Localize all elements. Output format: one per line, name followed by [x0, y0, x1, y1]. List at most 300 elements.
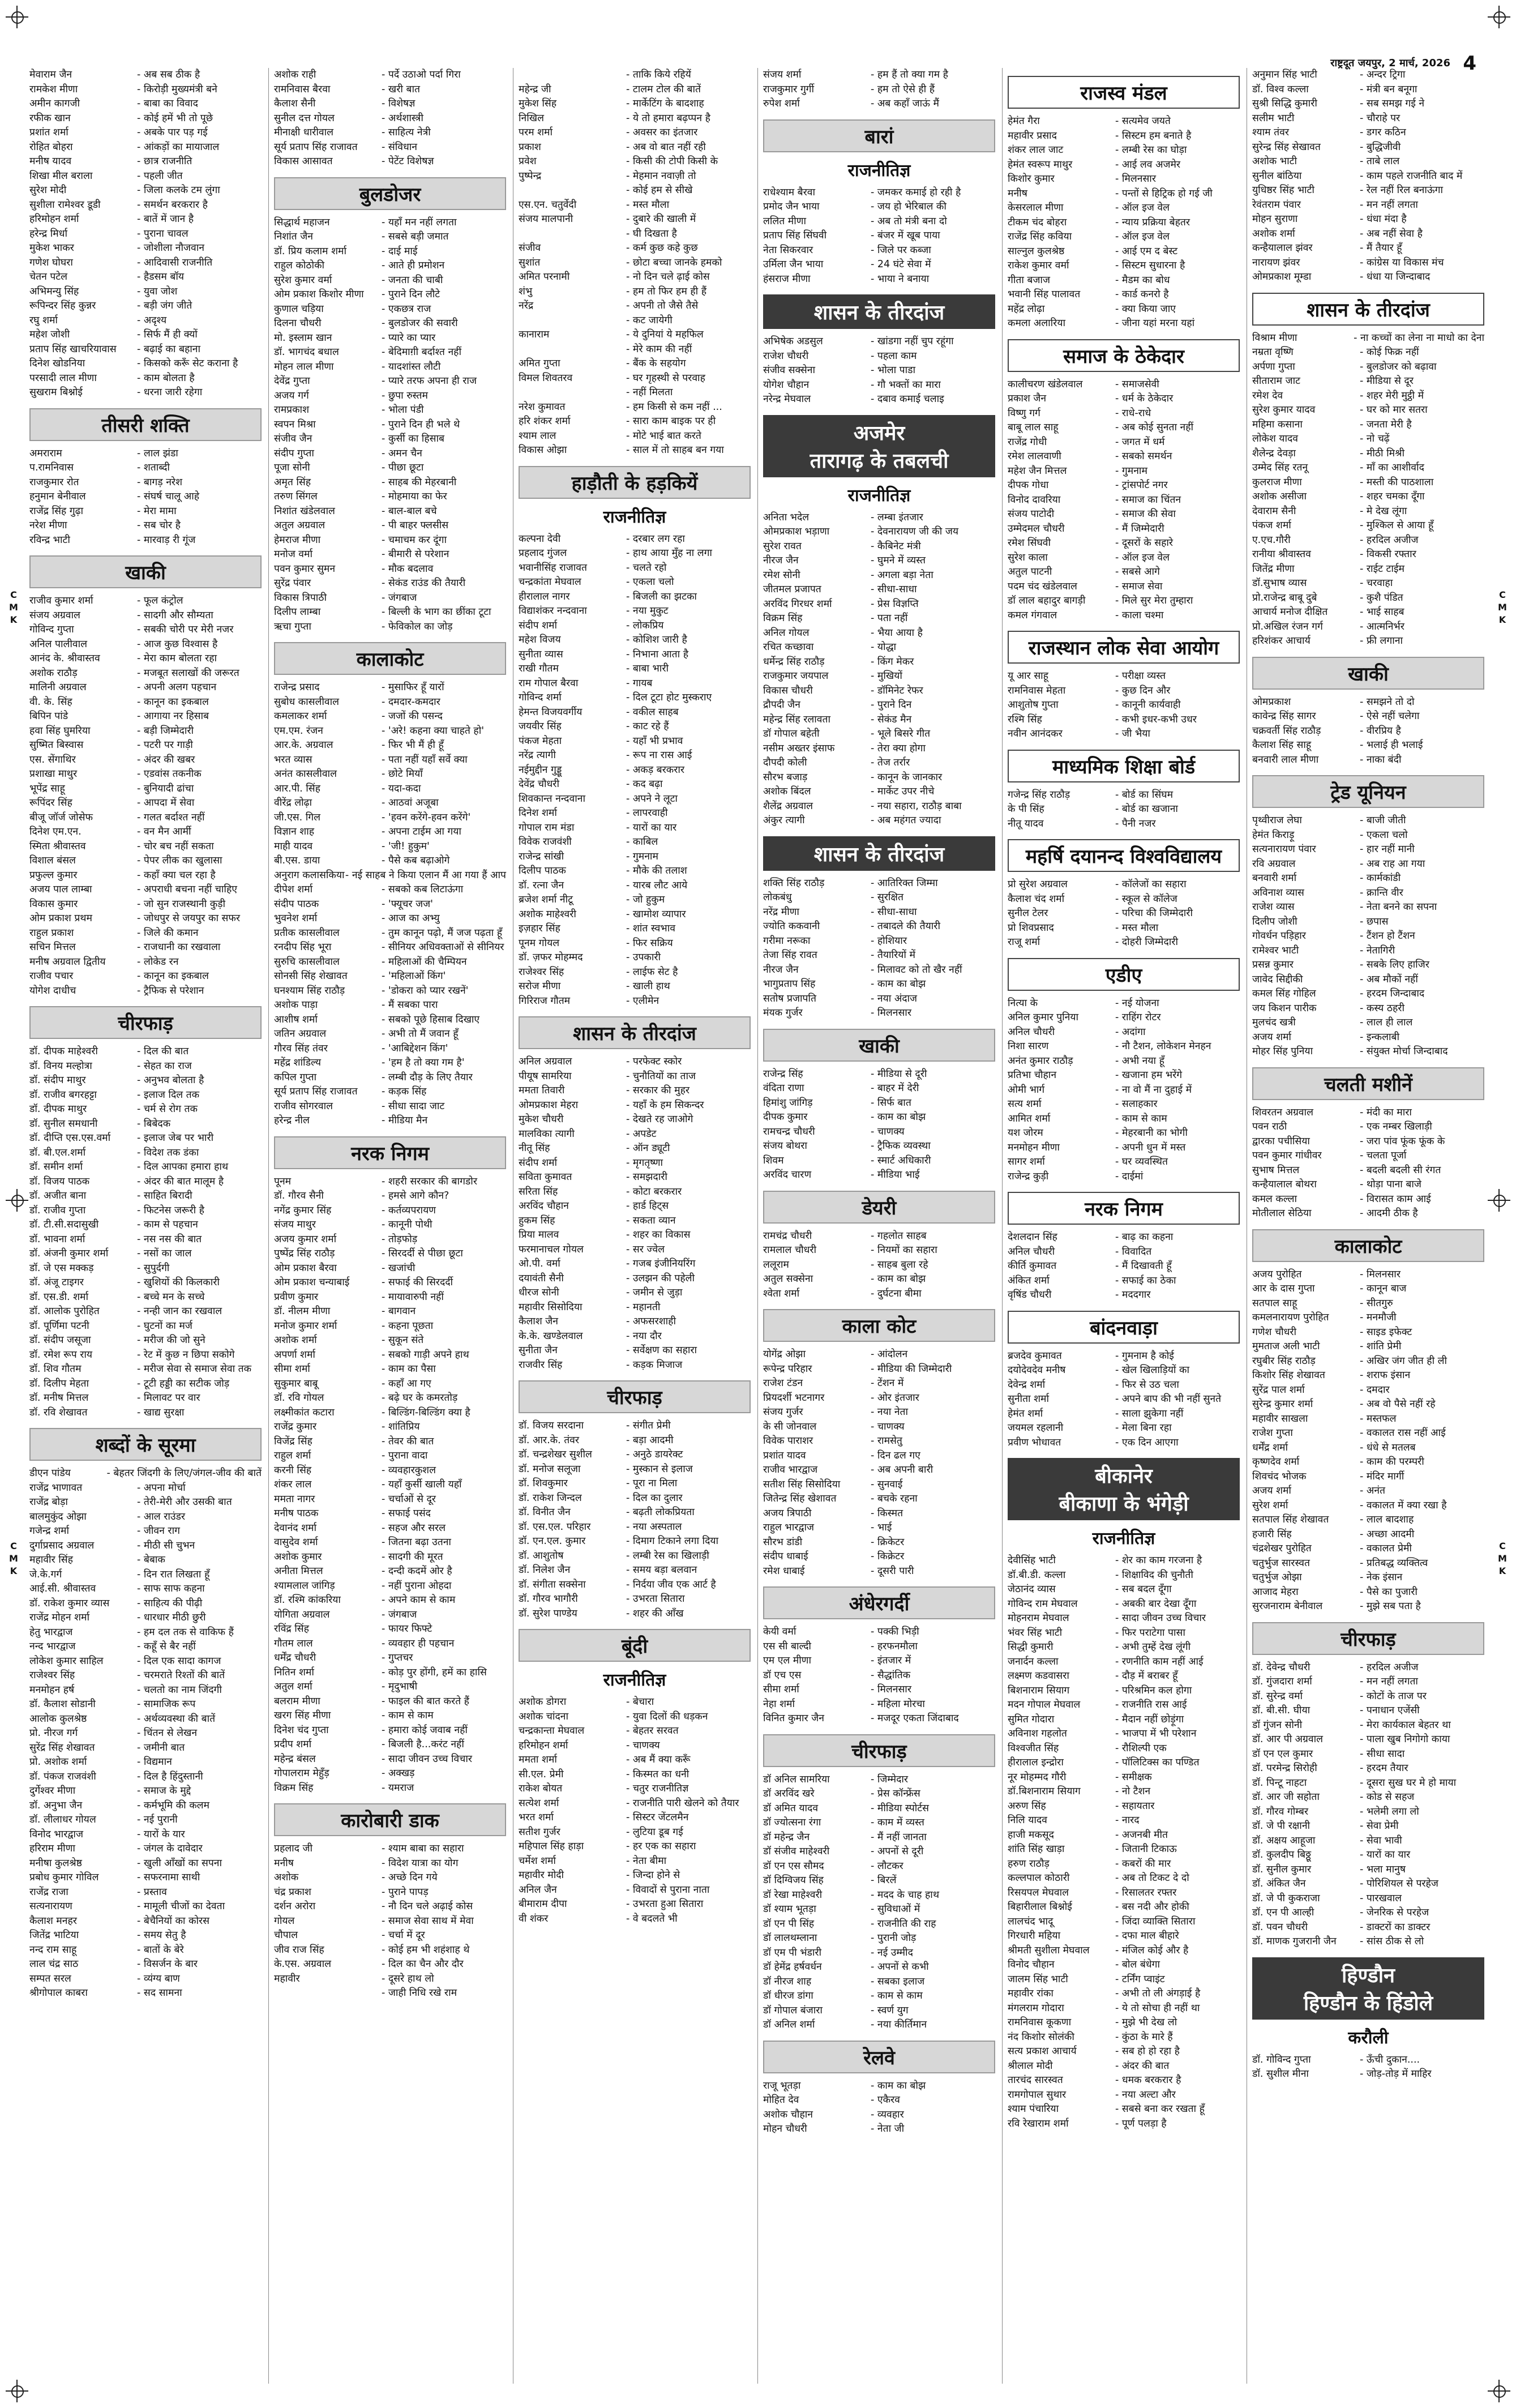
- list-item: [519, 1448, 751, 1462]
- person-name: देवेंद्र चौधरी: [519, 779, 559, 790]
- list-item: [1252, 1556, 1484, 1571]
- person-name: अनुराग कलासकिया: [274, 869, 345, 881]
- person-name: डॉ महेन्द्र जैन: [763, 1831, 810, 1843]
- person-name: प्रशांत यादव: [763, 1449, 806, 1461]
- list-item: [29, 1654, 262, 1669]
- caption: - कानून का इकबाल: [137, 969, 262, 984]
- caption: - नियमों का सहारा: [871, 1243, 995, 1258]
- caption: - लाल बादशाह: [1360, 1513, 1484, 1528]
- list-item: [1252, 1805, 1484, 1820]
- caption: - सैद्धांतिक: [871, 1669, 995, 1683]
- caption: - गलत बर्दाश्त नहीं: [137, 811, 262, 826]
- caption: - विशेषज्ञ: [382, 97, 506, 112]
- caption: - यदा-कदा: [382, 782, 506, 797]
- caption: - मनमौजी: [1360, 1311, 1484, 1325]
- list-item: [763, 891, 995, 905]
- caption: - जीवन राग: [137, 1524, 262, 1539]
- person-name: महिमा कसाना: [1252, 418, 1303, 430]
- list-item: [29, 1233, 262, 1247]
- person-name: मोहर सिंह पुनिया: [1252, 1046, 1313, 1057]
- caption: - नो टैशन: [1115, 1785, 1240, 1799]
- person-name: मुमताज अली भाटी: [1252, 1341, 1320, 1352]
- caption: - लाईफ सेट है: [626, 965, 751, 980]
- list-item: [29, 1204, 262, 1218]
- list-item: [1008, 245, 1240, 259]
- caption: - खजांची: [382, 1261, 506, 1276]
- caption: - पॉलिटिक्स का पण्डित: [1115, 1756, 1240, 1770]
- caption: - अब राह आ गया: [1360, 857, 1484, 872]
- caption: - मदद के चाह हाथ: [871, 1888, 995, 1903]
- person-name: निशांत खंडेलवाल: [274, 505, 335, 517]
- caption: - पूरा ना मिला: [626, 1477, 751, 1491]
- person-name: गोपालराम मेहुँड़: [274, 1768, 329, 1779]
- caption: - कांग्रेस या विकास मंच: [1360, 256, 1484, 271]
- person-name: शिखा मील बराला: [29, 170, 93, 182]
- list-item: [519, 1912, 751, 1927]
- person-name: अजय शर्मा: [1252, 1485, 1291, 1496]
- caption: - बड़ी जंग जीते: [137, 299, 262, 314]
- person-name: पवन कुमार गांधीवर: [1252, 1150, 1322, 1161]
- caption: - कोई फिक्र नहीं: [1360, 345, 1484, 360]
- caption: - हैडसम बॉय: [137, 270, 262, 285]
- list-item: [1252, 1790, 1484, 1805]
- list-item: [1008, 1684, 1240, 1699]
- caption: - जमीनी बात: [137, 1741, 262, 1756]
- caption: - सब चोर है: [137, 519, 262, 533]
- caption: - बैंक के सहयोग: [626, 357, 751, 371]
- list-item: [763, 698, 995, 713]
- caption: - काम से काम: [871, 1989, 995, 2004]
- list-item: [29, 1510, 262, 1525]
- person-name: विष्णु गर्ग: [1008, 407, 1040, 419]
- person-name: भरत शर्मा: [519, 1812, 554, 1823]
- list-item: [274, 1680, 506, 1695]
- list-item: [1008, 1669, 1240, 1684]
- person-name: नरेश मीणा: [29, 520, 67, 531]
- caption: - लम्बी दौड़ के लिए तैयार: [382, 1071, 506, 1085]
- section-header: खाकी: [1252, 657, 1484, 690]
- person-name: नन्द भारद्वाज: [29, 1641, 76, 1652]
- person-name: रानीया श्रीवास्तव: [1252, 549, 1311, 560]
- person-name: मोहन सुराणा: [1252, 213, 1298, 225]
- person-name: डॉ. रवि शेखावत: [29, 1406, 88, 1418]
- person-name: मुलचंद खत्री: [1252, 1017, 1296, 1028]
- list-item: [1008, 1611, 1240, 1626]
- person-name: डॉ. सुनील समधानी: [29, 1118, 98, 1130]
- caption: - अब कहाँ जाऊं मैं: [871, 97, 995, 112]
- caption: - कानून का इकबाल: [137, 695, 262, 710]
- person-name: निखिल: [519, 112, 544, 124]
- list-item: [763, 1006, 995, 1021]
- caption: - पनाधान एजेंसी: [1360, 1704, 1484, 1718]
- caption: - कस्य ठहरी: [1360, 1002, 1484, 1016]
- caption: - मीडिया की जिम्मेदारी: [871, 1362, 995, 1377]
- list-item: [763, 1640, 995, 1654]
- list-item: [519, 590, 751, 605]
- list-item: [274, 591, 506, 606]
- section-header: काला कोट: [763, 1309, 995, 1342]
- person-name: सुशीला रामेश्वर डूडी: [29, 199, 101, 211]
- list-item: [519, 1854, 751, 1869]
- person-name: रमेश देव: [1252, 390, 1283, 401]
- caption: - घुटनों का मर्ज: [137, 1319, 262, 1334]
- person-name: प्रो सुरेश अग्रवाल: [1008, 879, 1068, 890]
- list-item: [1008, 698, 1240, 713]
- person-name: [519, 386, 626, 400]
- list-item: [763, 83, 995, 97]
- caption: - मामूली चीजों का देवता: [137, 1900, 262, 1914]
- person-name: पुष्पेंद्र सिंह राठौड़: [274, 1248, 335, 1259]
- caption: - कोटों के ताज पर: [1360, 1690, 1484, 1704]
- caption: - स्मार्ट अधिकारी: [871, 1154, 995, 1169]
- caption: - मुखियों: [871, 669, 995, 684]
- person-name: राजेंद्र कुमार: [274, 1421, 317, 1432]
- caption: - यहाँ मन नहीं लगता: [382, 216, 506, 230]
- caption: - मुझे सब पता है: [1360, 1599, 1484, 1614]
- caption: - फूल कंट्रोल: [137, 594, 262, 609]
- person-name: सुकुमार बाबू: [274, 1378, 318, 1389]
- list-item: [274, 1622, 506, 1637]
- caption: - शहर की आँख: [626, 1607, 751, 1622]
- caption: - लाल झंडा: [137, 447, 262, 461]
- list-item: [763, 1405, 995, 1420]
- list-item: [29, 1972, 262, 1987]
- person-name: राजेन्द्र कुड़ी: [1008, 1170, 1049, 1182]
- section-header: समाज के ठेकेदार: [1008, 339, 1240, 372]
- caption: - धमक बरकरार है: [1115, 2073, 1240, 2088]
- person-name: उर्मिला जैन भाया: [763, 259, 824, 270]
- list-item: [1252, 2053, 1484, 2068]
- person-name: सुमित गोदारा: [1008, 1713, 1055, 1725]
- list-item: [1252, 331, 1484, 346]
- person-name: सुरेश काला: [1008, 551, 1048, 563]
- person-name: जतिन अग्रवाल: [274, 1028, 327, 1040]
- caption: - अमन चैन: [382, 447, 506, 461]
- person-name: युधिष्ठर सिंह भाटी: [1252, 185, 1314, 196]
- caption: - लोकेड रन: [137, 955, 262, 970]
- list-item: [519, 1607, 751, 1622]
- caption: - ना कच्चों का लेना ना माधो का देना: [1354, 331, 1484, 346]
- list-item: [519, 68, 751, 83]
- person-name: राजेंद्र बोड़ा: [29, 1496, 68, 1508]
- caption: - धारधार मीठी छुरी: [137, 1611, 262, 1626]
- list-item: [1252, 1690, 1484, 1704]
- person-name: डॉ. कुलदीप बिठ्ठू: [1252, 1849, 1312, 1860]
- caption: - छपास: [1360, 915, 1484, 930]
- person-name: कावेन्द्र सिंह सागर: [1252, 711, 1316, 722]
- column-1: [29, 68, 262, 2384]
- caption: - जो सुन राजस्थानी कुड़ी: [137, 897, 262, 912]
- list-item: [519, 1185, 751, 1200]
- person-name: अजय त्रिपाठी: [763, 1507, 812, 1519]
- person-name: सुरेंद्र पाल शर्मा: [1252, 1384, 1305, 1396]
- list-item: [1008, 216, 1240, 230]
- list-item: [274, 1536, 506, 1550]
- list-item: [1008, 450, 1240, 464]
- list-item: [763, 1478, 995, 1492]
- list-item: [763, 2018, 995, 2033]
- list-item: [763, 583, 995, 597]
- caption: - होशियार: [871, 934, 995, 949]
- caption: - उभरता सितारा: [626, 1592, 751, 1607]
- person-name: प्रसन्न कुमार: [1252, 959, 1294, 970]
- caption: - ओर इंतजार: [871, 1391, 995, 1406]
- person-name: सीताराम जाट: [1252, 375, 1300, 387]
- person-name: महेश विजय: [519, 634, 561, 645]
- caption: - मैं नहीं जानता: [871, 1830, 995, 1845]
- list-item: [29, 314, 262, 328]
- person-name: करनी सिंह: [274, 1464, 312, 1476]
- list-item: [519, 285, 751, 300]
- caption: - घर गृहस्थी से परवाह: [626, 371, 751, 386]
- person-name: आर.पी. सिंह: [274, 782, 320, 794]
- list-item: [29, 1626, 262, 1640]
- list-item: [1252, 724, 1484, 739]
- person-name: के.एस. अग्रवाल: [274, 1958, 332, 1970]
- list-item: [519, 1127, 751, 1142]
- caption: - साहित्य की पीढ़ी: [137, 1597, 262, 1611]
- caption: - कहूँ से बैर नहीं: [137, 1640, 262, 1654]
- list-item: [1008, 493, 1240, 508]
- list-item: [1252, 871, 1484, 886]
- person-name: अशोक: [274, 1872, 299, 1883]
- list-item: [29, 883, 262, 897]
- list-item: [274, 1914, 506, 1929]
- caption: - मोहमाया का फेर: [382, 490, 506, 504]
- person-name: अरविंद चौहान: [519, 1200, 569, 1212]
- column-divider: [1002, 68, 1003, 2384]
- list-item: [274, 1767, 506, 1781]
- list-item: [274, 1637, 506, 1652]
- list-item: [1252, 345, 1484, 360]
- caption: - हरदिल अजीज: [1360, 533, 1484, 548]
- caption: - नया दौर: [626, 1329, 751, 1344]
- list-item: [763, 1773, 995, 1787]
- caption: - पटरी पर गाड़ी: [137, 738, 262, 753]
- list-item: [274, 1943, 506, 1958]
- person-name: मनीष यादव: [29, 156, 72, 167]
- person-name: रामप्रकाश: [274, 404, 309, 416]
- list-item: [1008, 1363, 1240, 1378]
- list-item: [29, 1102, 262, 1117]
- caption: - चलते रहो: [626, 561, 751, 576]
- list-item: [29, 1045, 262, 1059]
- person-name: केसरलाल मीणा: [1008, 202, 1064, 213]
- list-item: [763, 1463, 995, 1478]
- caption: - शेर का काम गरजना है: [1115, 1554, 1240, 1568]
- caption: - बढ़े घर के कमरतोड़: [382, 1391, 506, 1406]
- caption: - उलझन की पहेली: [626, 1272, 751, 1286]
- list-item: [29, 1539, 262, 1554]
- list-item: [29, 1333, 262, 1348]
- list-item: [29, 83, 262, 97]
- list-item: [519, 980, 751, 994]
- caption: - पुराने दिन लौटे: [382, 288, 506, 302]
- person-name: विनोद दावरिया: [1008, 494, 1061, 506]
- person-name: डॉ. राजीव बगरहट्टा: [29, 1089, 97, 1101]
- person-name: अमराराम: [29, 447, 62, 459]
- caption: - समर्थन बरकरार है: [137, 198, 262, 213]
- person-name: महावीर सिसोदिया: [519, 1301, 583, 1313]
- list-item: [763, 2108, 995, 2123]
- caption: - ऐसे नहीं चलेगा: [1360, 709, 1484, 724]
- caption: - एलीमेन: [626, 994, 751, 1009]
- list-item: [1252, 562, 1484, 577]
- caption: - छोटे मियाँ: [382, 767, 506, 782]
- caption: - सहायतार: [1115, 1799, 1240, 1814]
- caption: - मंदिर मार्गी: [1360, 1470, 1484, 1485]
- caption: - लम्बी रेस का खिलाड़ी: [626, 1549, 751, 1564]
- caption: - कड़क मिजाज: [626, 1358, 751, 1373]
- person-name: जनार्दन कल्ला: [1008, 1656, 1059, 1667]
- caption: - यारों का यार: [626, 821, 751, 836]
- list-item: [763, 611, 995, 626]
- person-name: सत्येश शर्मा: [519, 1797, 559, 1809]
- caption: - दमदार-कमदार: [382, 695, 506, 710]
- list-item: [274, 1333, 506, 1348]
- section-header: एडीए: [1008, 958, 1240, 991]
- caption: - बच्चे मन के सच्चे: [137, 1290, 262, 1305]
- caption: - सबसे बना कर रखता हूँ: [1115, 2102, 1240, 2117]
- list-item: [519, 343, 751, 357]
- caption: - अवसर का इंतजार: [626, 126, 751, 140]
- person-name: राहुल भारद्वाज: [763, 1522, 814, 1533]
- cmk-k: K: [10, 614, 18, 625]
- caption: - हार नहीं मानी: [1360, 842, 1484, 857]
- list-item: [1252, 828, 1484, 843]
- caption: - नन्ही जान का रखवाल: [137, 1304, 262, 1319]
- list-item: [763, 1654, 995, 1669]
- list-item: [763, 1845, 995, 1859]
- caption: - विकसी रफ्तार: [1360, 548, 1484, 562]
- section-header: शब्दों के सूरमा: [29, 1428, 262, 1461]
- color-mark-right-top: [1497, 589, 1508, 626]
- list-item: [1252, 97, 1484, 112]
- list-item: [274, 1857, 506, 1871]
- caption: - खुली आँखों का सपना: [137, 1857, 262, 1871]
- person-name: आनंद के. श्रीवास्तव: [29, 653, 100, 664]
- caption: - रिसालतर रफ्तर: [1115, 1886, 1240, 1901]
- list-item: [763, 1536, 995, 1550]
- person-name: मनमोहन हर्ष: [29, 1684, 75, 1696]
- caption: - सद सामना: [137, 1986, 262, 2001]
- list-item: [274, 273, 506, 288]
- list-item: [274, 1100, 506, 1114]
- list-item: [274, 620, 506, 635]
- person-name: शैलेंद्र अग्रवाल: [763, 800, 813, 812]
- list-item: [519, 126, 751, 140]
- list-item: [1008, 1626, 1240, 1641]
- list-item: [763, 876, 995, 891]
- list-item: [1252, 1268, 1484, 1282]
- caption: - गहलोत साहब: [871, 1229, 995, 1244]
- list-item: [274, 1319, 506, 1334]
- person-name: सुभाष मित्तल: [1252, 1164, 1300, 1176]
- caption: - सबसे आगे: [1115, 565, 1240, 580]
- caption: - एकला चलो: [1360, 828, 1484, 843]
- list-item: [29, 328, 262, 343]
- person-name: घनश्याम सिंह राठौड़: [274, 985, 345, 996]
- person-name: अशोक बिंदल: [763, 786, 811, 797]
- person-name: डीएन पांडेय: [29, 1468, 71, 1479]
- person-name: कमल गंगवाल: [1008, 609, 1057, 621]
- person-name: अनिल कुमार पुनिया: [1008, 1012, 1079, 1023]
- caption: - समाज सेवा साथ में मेवा: [382, 1914, 506, 1929]
- caption: - आज कुछ विश्वास है: [137, 638, 262, 652]
- caption: - पेपर लीक का खुलासा: [137, 854, 262, 869]
- caption: - एकला चलो: [626, 575, 751, 590]
- caption: - नया अंदाज: [871, 992, 995, 1007]
- person-name: राजीव सोगरवाल: [274, 1100, 333, 1112]
- caption: - सत्यमेव जयते: [1115, 114, 1240, 129]
- person-name: भंवर सिंह भाटी: [1008, 1627, 1063, 1639]
- list-item: [763, 1888, 995, 1903]
- list-item: [1252, 1776, 1484, 1791]
- caption: - सकता व्यान: [626, 1214, 751, 1229]
- caption: - अपडेट: [626, 1127, 751, 1142]
- caption: - दुर्घटना बीमा: [871, 1287, 995, 1302]
- list-item: [519, 169, 751, 184]
- caption: - प्रतिबद्ध व्यक्तित्व: [1360, 1556, 1484, 1571]
- person-name: प्रताप सिंह खाचरियावास: [29, 343, 117, 355]
- page-number: 4: [1463, 52, 1476, 75]
- section-header: चीरफाड़: [1252, 1622, 1484, 1655]
- caption: - लम्बी रेस का घोड़ा: [1115, 143, 1240, 158]
- person-name: चौपाल: [274, 1930, 298, 1941]
- list-item: [1252, 915, 1484, 930]
- person-name: दीपेश शर्मा: [274, 884, 313, 895]
- caption: - माँ का आशीर्वाद: [1360, 461, 1484, 476]
- caption: - बातें में जान है: [137, 212, 262, 227]
- list-item: [519, 734, 751, 749]
- person-name: मालविका त्यागी: [519, 1128, 575, 1140]
- list-item: [29, 343, 262, 357]
- caption: - ये दुनियां ये महफिल: [626, 328, 751, 343]
- caption: - पैसे कब बढ़ाओगे: [382, 854, 506, 869]
- caption: - यादशांस्त लौटी: [382, 360, 506, 375]
- list-item: [763, 1110, 995, 1125]
- person-name: जे.के.गर्ग: [29, 1568, 62, 1580]
- caption: - अर्थशास्त्री: [382, 112, 506, 126]
- list-item: [1252, 461, 1484, 476]
- caption: - मददगार: [1115, 1288, 1240, 1303]
- list-item: [763, 1564, 995, 1579]
- caption: - महिलाओं की चैम्पियन: [382, 955, 506, 970]
- person-name: अशोक माहेश्वरी: [519, 908, 576, 920]
- caption: - भलाई ही भलाई: [1360, 738, 1484, 753]
- caption: - सबको गाड़ी अपने हाथ: [382, 1348, 506, 1363]
- caption: - नेता बीमा: [626, 1854, 751, 1869]
- caption: - धंधा या जिन्दाबाद: [1360, 270, 1484, 285]
- list-item: [1252, 212, 1484, 227]
- caption: - सब समझ गई ने: [1360, 97, 1484, 112]
- caption: - दमदार: [1360, 1383, 1484, 1398]
- list-item: [763, 97, 995, 112]
- list-item: [519, 575, 751, 590]
- caption: - अबके पार पड़ गई: [137, 126, 262, 140]
- list-item: [29, 969, 262, 984]
- list-item: [274, 738, 506, 753]
- caption: - चोर बच नहीं सकता: [137, 840, 262, 854]
- caption: - 24 घंटे सेवा में: [871, 258, 995, 272]
- list-item: [763, 1521, 995, 1536]
- person-name: [274, 1986, 382, 2001]
- caption: - अपराधी बचना नहीं चाहिए: [137, 883, 262, 897]
- caption: - आई एम द बेस्ट: [1115, 245, 1240, 259]
- caption: - सेहत का राज: [137, 1059, 262, 1074]
- person-name: मालिनी अग्रवाल: [29, 682, 87, 693]
- list-item: [274, 695, 506, 710]
